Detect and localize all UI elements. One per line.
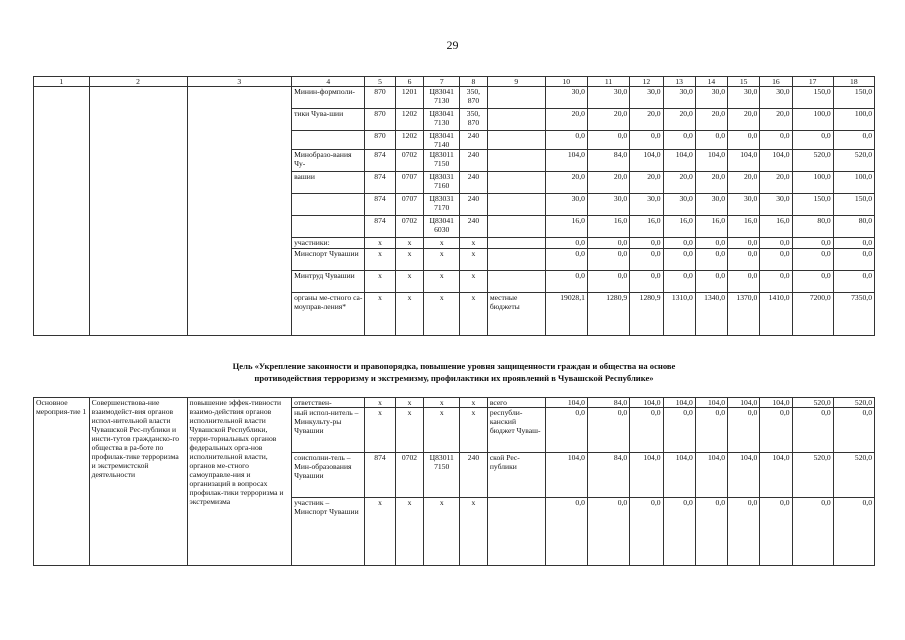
amount-cell: 104,0 [545, 150, 587, 172]
funding-source-cell [487, 249, 545, 271]
section-cell: 1202 [395, 109, 424, 131]
header-row [34, 77, 875, 87]
amount-cell: 0,0 [695, 131, 727, 150]
amount-cell: 20,0 [630, 109, 663, 131]
amount-cell: 0,0 [792, 249, 833, 271]
grbs-cell: х [365, 238, 395, 249]
amount-cell: 0,0 [760, 498, 792, 566]
column-number: 14 [695, 77, 727, 87]
empty-cell [89, 87, 187, 336]
amount-cell: 84,0 [587, 398, 629, 408]
section-cell: х [395, 498, 424, 566]
executor-cell: Минспорт Чувашии [292, 249, 365, 271]
amount-cell: 0,0 [545, 271, 587, 293]
amount-cell: 20,0 [695, 172, 727, 194]
amount-cell: 0,0 [695, 249, 727, 271]
goal-title [33, 360, 875, 384]
amount-cell: 0,0 [792, 131, 833, 150]
amount-cell: 80,0 [792, 216, 833, 238]
grbs-cell: х [365, 271, 395, 293]
amount-cell: 30,0 [545, 194, 587, 216]
column-number: 15 [728, 77, 760, 87]
executor-cell: Минтруд Чувашии [292, 271, 365, 293]
executor-cell: тики Чува-шии [292, 109, 365, 131]
amount-cell: 0,0 [792, 498, 833, 566]
amount-cell: 0,0 [728, 408, 760, 453]
amount-cell: 1370,0 [728, 293, 760, 336]
expense-type-cell: 240 [460, 150, 488, 172]
target-article-cell: Ц83041 6030 [424, 216, 460, 238]
amount-cell: 80,0 [833, 216, 874, 238]
amount-cell: 30,0 [630, 194, 663, 216]
amount-cell: 100,0 [833, 172, 874, 194]
amount-cell: 104,0 [630, 150, 663, 172]
amount-cell: 104,0 [545, 453, 587, 498]
funding-source-cell [487, 194, 545, 216]
section-cell: 1201 [395, 87, 424, 109]
amount-cell: 0,0 [760, 408, 792, 453]
amount-cell: 0,0 [663, 271, 695, 293]
amount-cell: 104,0 [728, 398, 760, 408]
expense-type-cell: х [460, 398, 488, 408]
table-row [34, 87, 875, 109]
amount-cell: 0,0 [545, 408, 587, 453]
amount-cell: 0,0 [663, 498, 695, 566]
amount-cell: 520,0 [792, 150, 833, 172]
amount-cell: 104,0 [760, 453, 792, 498]
column-number: 2 [89, 77, 187, 87]
amount-cell: 0,0 [587, 498, 629, 566]
funding-source-cell [487, 109, 545, 131]
goal-title-line2: противодействия терроризму и экстремизму, профилактики их проявлений в Чувашской Республике» [254, 373, 654, 383]
amount-cell: 0,0 [833, 408, 874, 453]
amount-cell: 150,0 [792, 194, 833, 216]
section-cell: х [395, 238, 424, 249]
column-number: 6 [395, 77, 424, 87]
amount-cell: 0,0 [833, 249, 874, 271]
funding-source-cell [487, 172, 545, 194]
amount-cell: 0,0 [545, 131, 587, 150]
amount-cell: 0,0 [663, 238, 695, 249]
executor-cell [292, 194, 365, 216]
target-article-cell: х [424, 249, 460, 271]
grbs-cell: 874 [365, 216, 395, 238]
amount-cell: 0,0 [728, 238, 760, 249]
amount-cell: 104,0 [663, 150, 695, 172]
table-row [34, 398, 875, 408]
amount-cell: 16,0 [760, 216, 792, 238]
amount-cell: 0,0 [833, 238, 874, 249]
expense-type-cell: х [460, 293, 488, 336]
grbs-cell: х [365, 293, 395, 336]
section-cell: 0702 [395, 150, 424, 172]
target-article-cell: х [424, 398, 460, 408]
section-cell: х [395, 271, 424, 293]
expense-type-cell: 240 [460, 453, 488, 498]
activity-c2-cell: Совершенствова-ние взаимодейст-вия органов испол-нительной власти Чувашской Рес-публики и инсти-тутов гражданско-го общества в ра-боте по профилак-тике терроризма и экстремистской деятельности [89, 398, 187, 566]
amount-cell: 104,0 [695, 398, 727, 408]
amount-cell: 104,0 [545, 398, 587, 408]
amount-cell: 0,0 [760, 238, 792, 249]
amount-cell: 30,0 [728, 87, 760, 109]
executor-cell [292, 131, 365, 150]
amount-cell: 0,0 [833, 271, 874, 293]
amount-cell: 1280,9 [587, 293, 629, 336]
column-number: 18 [833, 77, 874, 87]
amount-cell: 1280,9 [630, 293, 663, 336]
expense-type-cell: х [460, 271, 488, 293]
section-cell: х [395, 398, 424, 408]
column-number: 5 [365, 77, 395, 87]
amount-cell: 20,0 [587, 109, 629, 131]
amount-cell: 520,0 [833, 150, 874, 172]
amount-cell: 7350,0 [833, 293, 874, 336]
amount-cell: 20,0 [695, 109, 727, 131]
amount-cell: 30,0 [545, 87, 587, 109]
page-number: 29 [446, 38, 459, 52]
section-cell: 1202 [395, 131, 424, 150]
grbs-cell: 870 [365, 131, 395, 150]
executor-cell: соисполни-тель – Мин-образования Чувашии [292, 453, 365, 498]
amount-cell: 104,0 [630, 453, 663, 498]
amount-cell: 0,0 [760, 249, 792, 271]
grbs-cell: 874 [365, 453, 395, 498]
amount-cell: 20,0 [728, 109, 760, 131]
amount-cell: 16,0 [728, 216, 760, 238]
column-number: 3 [187, 77, 292, 87]
column-number: 10 [545, 77, 587, 87]
amount-cell: 19028,1 [545, 293, 587, 336]
column-number: 9 [487, 77, 545, 87]
amount-cell: 520,0 [833, 453, 874, 498]
amount-cell: 0,0 [587, 271, 629, 293]
amount-cell: 104,0 [728, 150, 760, 172]
column-number: 17 [792, 77, 833, 87]
expense-type-cell: х [460, 498, 488, 566]
column-number: 16 [760, 77, 792, 87]
executor-cell [292, 216, 365, 238]
funding-source-cell [487, 216, 545, 238]
amount-cell: 104,0 [630, 398, 663, 408]
target-article-cell: Ц83041 7130 [424, 87, 460, 109]
executor-cell: участники: [292, 238, 365, 249]
amount-cell: 150,0 [833, 194, 874, 216]
amount-cell: 84,0 [587, 453, 629, 498]
expense-type-cell: 350, 870 [460, 87, 488, 109]
amount-cell: 20,0 [545, 172, 587, 194]
amount-cell: 20,0 [760, 109, 792, 131]
amount-cell: 0,0 [663, 249, 695, 271]
column-number: 4 [292, 77, 365, 87]
amount-cell: 0,0 [833, 498, 874, 566]
amount-cell: 0,0 [663, 131, 695, 150]
expense-type-cell: 350, 870 [460, 109, 488, 131]
amount-cell: 0,0 [728, 249, 760, 271]
executor-cell: ный испол-нитель – Минкульту-ры Чувашии [292, 408, 365, 453]
amount-cell: 20,0 [760, 172, 792, 194]
amount-cell: 30,0 [630, 87, 663, 109]
funding-source-cell [487, 131, 545, 150]
column-number: 8 [460, 77, 488, 87]
grbs-cell: х [365, 408, 395, 453]
target-article-cell: х [424, 293, 460, 336]
amount-cell: 0,0 [545, 238, 587, 249]
amount-cell: 0,0 [630, 238, 663, 249]
target-article-cell: х [424, 238, 460, 249]
amount-cell: 16,0 [587, 216, 629, 238]
amount-cell: 0,0 [760, 131, 792, 150]
target-article-cell: Ц83031 7160 [424, 172, 460, 194]
amount-cell: 1310,0 [663, 293, 695, 336]
amount-cell: 104,0 [728, 453, 760, 498]
grbs-cell: х [365, 398, 395, 408]
amount-cell: 16,0 [630, 216, 663, 238]
funding-source-cell [487, 271, 545, 293]
budget-table-bottom [33, 397, 875, 566]
amount-cell: 0,0 [728, 498, 760, 566]
executor-cell: участник – Минспорт Чувашии [292, 498, 365, 566]
amount-cell: 0,0 [695, 271, 727, 293]
expense-type-cell: 240 [460, 194, 488, 216]
amount-cell: 1340,0 [695, 293, 727, 336]
grbs-cell: х [365, 498, 395, 566]
expense-type-cell: 240 [460, 131, 488, 150]
budget-table-top [33, 76, 875, 336]
executor-cell: органы ме-стного са-моуправ-ления* [292, 293, 365, 336]
amount-cell: 20,0 [728, 172, 760, 194]
expense-type-cell: 240 [460, 172, 488, 194]
section-cell: х [395, 249, 424, 271]
amount-cell: 20,0 [663, 109, 695, 131]
column-number: 11 [587, 77, 629, 87]
amount-cell: 30,0 [695, 87, 727, 109]
grbs-cell: 874 [365, 172, 395, 194]
amount-cell: 104,0 [695, 453, 727, 498]
amount-cell: 520,0 [792, 453, 833, 498]
section-cell: 0702 [395, 453, 424, 498]
amount-cell: 30,0 [587, 87, 629, 109]
amount-cell: 30,0 [587, 194, 629, 216]
expense-type-cell: 240 [460, 216, 488, 238]
expense-type-cell: х [460, 249, 488, 271]
expense-type-cell: х [460, 238, 488, 249]
empty-cell [34, 87, 90, 336]
amount-cell: 0,0 [695, 238, 727, 249]
section-cell: 0707 [395, 194, 424, 216]
amount-cell: 7200,0 [792, 293, 833, 336]
funding-source-cell [487, 150, 545, 172]
amount-cell: 0,0 [663, 408, 695, 453]
column-number: 1 [34, 77, 90, 87]
amount-cell: 104,0 [760, 150, 792, 172]
target-article-cell: Ц83041 7130 [424, 109, 460, 131]
amount-cell: 20,0 [545, 109, 587, 131]
amount-cell: 0,0 [630, 249, 663, 271]
amount-cell: 0,0 [587, 131, 629, 150]
amount-cell: 104,0 [760, 398, 792, 408]
amount-cell: 16,0 [545, 216, 587, 238]
expense-type-cell: х [460, 408, 488, 453]
target-article-cell: х [424, 271, 460, 293]
section-cell: 0702 [395, 216, 424, 238]
target-article-cell: Ц83011 7150 [424, 453, 460, 498]
executor-cell: Минин-формполи- [292, 87, 365, 109]
funding-source-cell: всего [487, 398, 545, 408]
amount-cell: 100,0 [833, 109, 874, 131]
amount-cell: 150,0 [833, 87, 874, 109]
target-article-cell: Ц83011 7150 [424, 150, 460, 172]
amount-cell: 0,0 [587, 238, 629, 249]
empty-cell [187, 87, 292, 336]
amount-cell: 104,0 [663, 398, 695, 408]
amount-cell: 100,0 [792, 172, 833, 194]
amount-cell: 150,0 [792, 87, 833, 109]
grbs-cell: 870 [365, 109, 395, 131]
amount-cell: 0,0 [630, 271, 663, 293]
executor-cell: вашии [292, 172, 365, 194]
amount-cell: 100,0 [792, 109, 833, 131]
amount-cell: 20,0 [663, 172, 695, 194]
amount-cell: 30,0 [760, 87, 792, 109]
amount-cell: 0,0 [587, 408, 629, 453]
amount-cell: 30,0 [760, 194, 792, 216]
amount-cell: 0,0 [760, 271, 792, 293]
amount-cell: 0,0 [833, 131, 874, 150]
executor-cell: Минобразо-вания Чу- [292, 150, 365, 172]
grbs-cell: 874 [365, 194, 395, 216]
column-number: 12 [630, 77, 663, 87]
funding-source-cell [487, 238, 545, 249]
activity-c1-cell: Основное мероприя-тие 1 [34, 398, 90, 566]
section-cell: х [395, 408, 424, 453]
amount-cell: 1410,0 [760, 293, 792, 336]
grbs-cell: 874 [365, 150, 395, 172]
funding-source-cell: ской Рес-публики [487, 453, 545, 498]
funding-source-cell: республи-канский бюджет Чуваш- [487, 408, 545, 453]
funding-source-cell [487, 87, 545, 109]
amount-cell: 0,0 [545, 249, 587, 271]
target-article-cell: х [424, 408, 460, 453]
amount-cell: 0,0 [587, 249, 629, 271]
target-article-cell: Ц83041 7140 [424, 131, 460, 150]
grbs-cell: х [365, 249, 395, 271]
amount-cell: 0,0 [792, 408, 833, 453]
activity-c3-cell: повышение эффек-тивности взаимо-действия органов исполнительной власти Чувашской Республики, терри-ториальных органов федеральных орга-нов исполнительной власти, органов ме-стного самоуправле-ния и организаций в вопросах профилак-тики терроризма и экстремизма [187, 398, 292, 566]
amount-cell: 520,0 [792, 398, 833, 408]
amount-cell: 104,0 [663, 453, 695, 498]
amount-cell: 104,0 [695, 150, 727, 172]
grbs-cell: 870 [365, 87, 395, 109]
goal-title-line1: Цель «Укрепление законности и правопорядка, повышение уровня защищенности граждан и общества на основе [232, 361, 676, 371]
amount-cell: 16,0 [663, 216, 695, 238]
amount-cell: 30,0 [728, 194, 760, 216]
amount-cell: 0,0 [792, 271, 833, 293]
amount-cell: 30,0 [663, 87, 695, 109]
amount-cell: 30,0 [695, 194, 727, 216]
amount-cell: 0,0 [630, 408, 663, 453]
amount-cell: 0,0 [792, 238, 833, 249]
section-cell: 0707 [395, 172, 424, 194]
amount-cell: 0,0 [728, 271, 760, 293]
section-cell: х [395, 293, 424, 336]
executor-cell: ответствен- [292, 398, 365, 408]
amount-cell: 20,0 [630, 172, 663, 194]
amount-cell: 520,0 [833, 398, 874, 408]
amount-cell: 16,0 [695, 216, 727, 238]
amount-cell: 84,0 [587, 150, 629, 172]
target-article-cell: Ц83031 7170 [424, 194, 460, 216]
column-number: 13 [663, 77, 695, 87]
amount-cell: 0,0 [695, 498, 727, 566]
amount-cell: 0,0 [728, 131, 760, 150]
amount-cell: 0,0 [630, 131, 663, 150]
amount-cell: 30,0 [663, 194, 695, 216]
target-article-cell: х [424, 498, 460, 566]
funding-source-cell [487, 498, 545, 566]
amount-cell: 0,0 [695, 408, 727, 453]
amount-cell: 20,0 [587, 172, 629, 194]
funding-source-cell: местные бюджеты [487, 293, 545, 336]
column-number: 7 [424, 77, 460, 87]
amount-cell: 0,0 [630, 498, 663, 566]
amount-cell: 0,0 [545, 498, 587, 566]
